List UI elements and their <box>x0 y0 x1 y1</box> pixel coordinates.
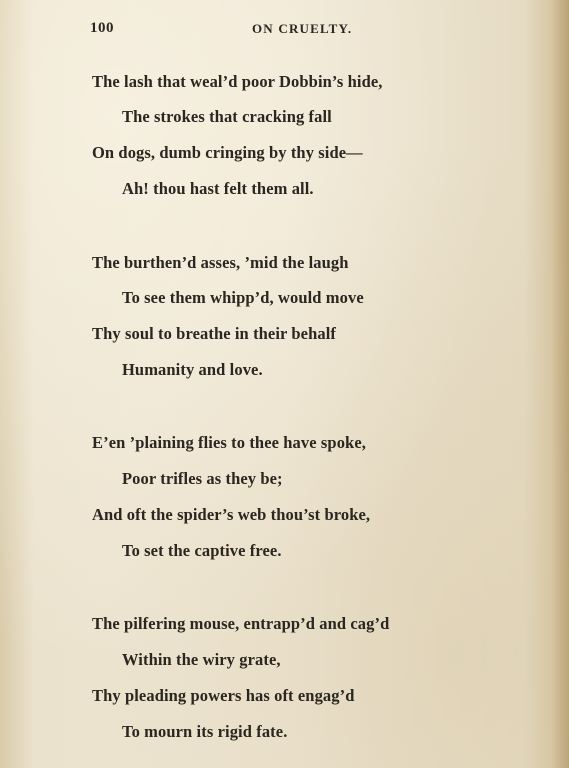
poem-line: Thy pleading powers has oft engag’d <box>92 686 355 705</box>
poem-line: The strokes that cracking fall <box>122 107 332 126</box>
page-number: 100 <box>90 20 114 36</box>
poem-line: On dogs, dumb cringing by thy side— <box>92 143 363 162</box>
page-edge-shadow <box>551 0 569 768</box>
poem-line: E’en ’plaining flies to thee have spoke, <box>92 433 366 452</box>
poem-line: Within the wiry grate, <box>122 650 281 669</box>
poem-line: To mourn its rigid fate. <box>122 722 288 741</box>
page-header <box>90 20 530 44</box>
poem-line: To see them whipp’d, would move <box>122 288 364 307</box>
poem-line: To set the captive free. <box>122 541 282 560</box>
poem-line: Ah! thou hast felt them all. <box>122 179 314 198</box>
poem-line: The pilfering mouse, entrapp’d and cag’d <box>92 614 390 633</box>
poem-line: Poor trifles as they be; <box>122 469 283 488</box>
poem-line: Humanity and love. <box>122 360 263 379</box>
poem-line: The lash that weal’d poor Dobbin’s hide, <box>92 72 383 91</box>
poem-line: And oft the spider’s web thou’st broke, <box>92 505 371 524</box>
poem-line: Thy soul to breathe in their behalf <box>92 324 336 343</box>
running-head: ON CRUELTY. <box>252 21 353 36</box>
poem-line: The burthen’d asses, ’mid the laugh <box>92 253 349 272</box>
